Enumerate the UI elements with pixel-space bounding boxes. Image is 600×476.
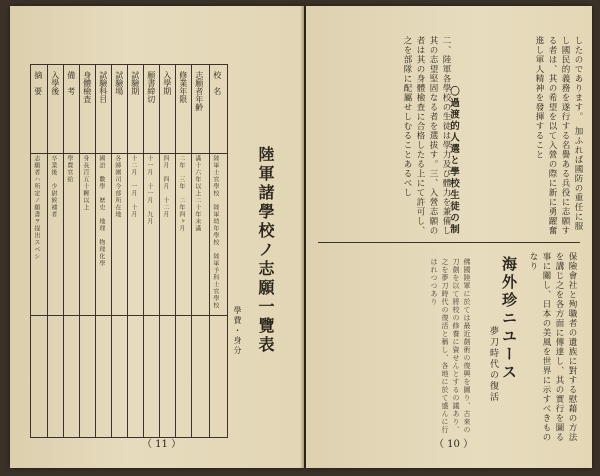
table-column	[111, 65, 128, 437]
column-cell: 志願者ハ所定ノ願書ヲ提出スベシ	[32, 155, 40, 260]
column-header: 試驗科目	[98, 71, 108, 103]
page-number: （ 10 ）	[434, 439, 474, 450]
column-cell: 四月 四月 十二月	[161, 155, 169, 218]
table-column	[143, 65, 160, 437]
table-column	[95, 65, 112, 437]
page-number: （ 11 ）	[142, 439, 182, 450]
section-divider	[318, 242, 580, 243]
article-paragraph: 佛國陸軍に於ては最近劍術の復興を圖り、古來の刀劍を以て將校の修養に資せんとするの議あり、之を夢刀時代の復活と稱し、各地に於て盛んに行はれつつあり	[430, 258, 471, 434]
article-subtitle: 夢刀時代の復活	[488, 326, 498, 403]
right-page	[306, 6, 592, 468]
column-header: 摘 要	[33, 71, 43, 95]
page-title: 陸軍諸學校ノ志願一覽表	[256, 146, 275, 355]
table-side-note: 學費・身分	[233, 306, 242, 356]
section-heading: 〇過渡的人選と學校生徒の制	[448, 86, 459, 236]
admissions-table	[30, 64, 228, 438]
column-header: 入學後	[50, 71, 60, 95]
column-cell: 國語 數學 歴史 地理 物理化學	[97, 155, 105, 267]
column-header: 試驗期	[130, 71, 140, 95]
column-cell: 身長百五十糎以上	[81, 155, 89, 211]
column-cell: 卒業後 少尉候補者	[49, 155, 57, 218]
column-header: 願書締切	[146, 71, 156, 103]
table-column	[159, 65, 176, 437]
table-column	[191, 65, 210, 437]
table-column	[175, 65, 192, 437]
column-header: 修業年限	[178, 71, 188, 103]
table-column	[209, 65, 228, 437]
table-column	[79, 65, 96, 437]
column-header: 身體檢査	[82, 71, 92, 103]
column-header: 志願者年齢	[194, 71, 204, 111]
column-cell: 陸軍士官學校 陸軍幼年學校 陸軍予科士官學校	[211, 155, 219, 309]
column-cell: 滿十六年以上二十年未滿	[193, 155, 201, 232]
left-page	[10, 6, 304, 468]
column-cell: 各師團司令部所在地	[113, 155, 121, 218]
article-paragraph: したのであります。 加ふれば國防の重任に服し國民的義務を遂行する名譽ある兵役に志願する者は、其の希望を以て入營の際に新に勇躍奮進し軍人精神を發揮すること	[534, 36, 583, 236]
column-cell: 十一月 十一月 九月	[145, 155, 153, 225]
column-header: 試驗場	[114, 71, 124, 95]
article-paragraph: 保險會社と殉職者の遺族に對する慰藉の方法を講じ之を各方面に傳達し、其の實行を圖る事に關し、日本の美風を世界に示すべきものなり	[528, 252, 577, 442]
article-title: 海外珍ニユース	[500, 256, 518, 382]
column-header: 入學期	[162, 71, 172, 95]
book-spread	[10, 6, 592, 468]
column-header: 備 考	[66, 71, 76, 95]
column-cell: 十二月 一月 十月	[129, 155, 137, 218]
table-column	[47, 65, 64, 437]
table-column	[31, 65, 47, 437]
article-paragraph: 二、陸軍各學校の生徒は學力及び體力を兼備し其の志望堅固なる者を選拔す。三、入營志願の者は其の身體檢査に合格したる上にて許可し、之を部隊に配屬せしむることあるべし	[402, 36, 451, 236]
table-column	[127, 65, 144, 437]
column-cell: 學費官給	[65, 155, 73, 183]
column-header: 校 名	[212, 71, 222, 95]
table-column	[63, 65, 80, 437]
column-cell: 二年 三年 二年四ヶ月	[177, 155, 185, 232]
